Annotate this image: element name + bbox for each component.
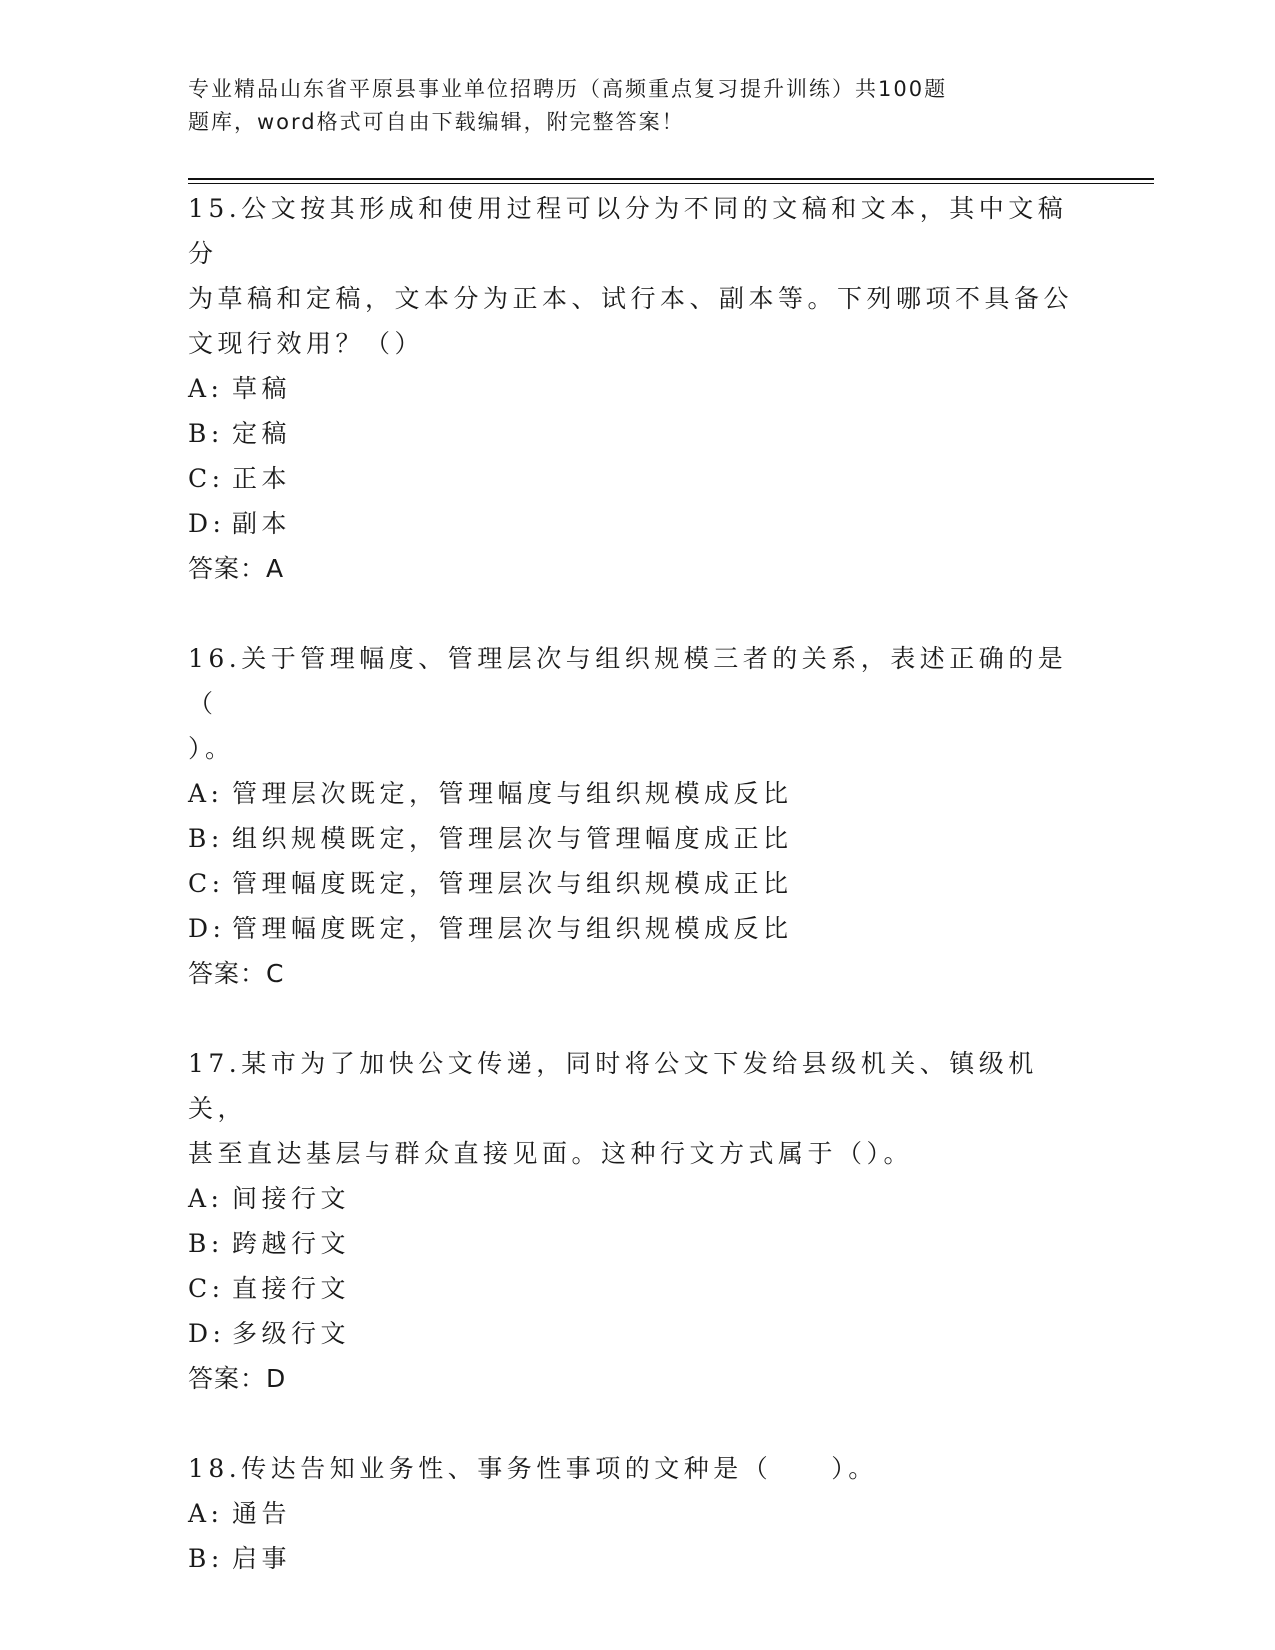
option-text: 正本 [232, 464, 292, 493]
question-line: 文现行效用？（） [188, 329, 425, 358]
option-key: A: [188, 1184, 224, 1213]
option-text: 副本 [232, 509, 292, 538]
option-key: C: [188, 869, 225, 898]
option-key: D: [188, 914, 226, 943]
question-line: 为草稿和定稿，文本分为正本、试行本、副本等。下列哪项不具备公 [188, 284, 1074, 313]
answer-line: 答案：C [188, 959, 285, 988]
answer-line: 答案：A [188, 554, 285, 583]
question-list [188, 186, 1088, 1626]
option-a [188, 366, 1088, 411]
header-line-1: 专业精品山东省平原县事业单位招聘历（高频重点复习提升训练）共100题 [188, 77, 948, 101]
option-c [188, 1266, 1088, 1311]
option-key: D: [188, 509, 226, 538]
answer-line: 答案：D [188, 1364, 287, 1393]
option-b [188, 1221, 1088, 1266]
option-c [188, 456, 1088, 501]
question-line: 15.公文按其形成和使用过程可以分为不同的文稿和文本，其中文稿分 [188, 194, 1068, 268]
header-rule-thin [188, 183, 1154, 184]
question-line: 甚至直达基层与群众直接见面。这种行文方式属于（）。 [188, 1139, 914, 1168]
option-d [188, 906, 1088, 951]
option-key: A: [188, 1499, 224, 1528]
option-a [188, 771, 1088, 816]
option-text: 定稿 [232, 419, 292, 448]
option-key: B: [188, 824, 224, 853]
option-d [188, 1311, 1088, 1356]
header-rule-thick [188, 178, 1154, 180]
option-key: B: [188, 1544, 224, 1573]
option-text: 管理幅度既定，管理层次与组织规模成正比 [232, 869, 793, 898]
option-text: 跨越行文 [232, 1229, 351, 1258]
question-line: 16.关于管理幅度、管理层次与组织规模三者的关系，表述正确的是（ [188, 644, 1068, 718]
option-b [188, 816, 1088, 861]
option-key: B: [188, 419, 224, 448]
option-text: 启事 [232, 1544, 292, 1573]
option-a [188, 1176, 1088, 1221]
question-17 [188, 1041, 1088, 1401]
option-key: A: [188, 374, 224, 403]
question-text [188, 636, 1088, 771]
question-text [188, 1041, 1088, 1176]
option-key: C: [188, 1274, 225, 1303]
question-15 [188, 186, 1088, 591]
option-c [188, 861, 1088, 906]
option-b [188, 411, 1088, 456]
question-text [188, 1446, 1088, 1491]
question-line: 18.传达告知业务性、事务性事项的文种是（ ）。 [188, 1454, 878, 1483]
option-text: 多级行文 [232, 1319, 351, 1348]
option-d [188, 501, 1088, 546]
question-line: ）。 [188, 734, 235, 763]
option-text: 组织规模既定，管理层次与管理幅度成正比 [232, 824, 793, 853]
option-text: 管理幅度既定，管理层次与组织规模成反比 [232, 914, 793, 943]
option-text: 间接行文 [232, 1184, 351, 1213]
document-header [188, 73, 1048, 139]
option-key: B: [188, 1229, 224, 1258]
option-key: C: [188, 464, 225, 493]
option-b [188, 1536, 1088, 1581]
option-text: 管理层次既定，管理幅度与组织规模成反比 [232, 779, 793, 808]
header-line-2: 题库，word格式可自由下载编辑，附完整答案！ [188, 110, 685, 134]
question-16 [188, 636, 1088, 996]
option-key: A: [188, 779, 224, 808]
option-text: 直接行文 [232, 1274, 351, 1303]
option-key: D: [188, 1319, 226, 1348]
option-a [188, 1491, 1088, 1536]
option-text: 通告 [232, 1499, 292, 1528]
option-text: 草稿 [232, 374, 292, 403]
question-line: 17.某市为了加快公文传递，同时将公文下发给县级机关、镇级机关， [188, 1049, 1038, 1123]
question-18 [188, 1446, 1088, 1581]
question-text [188, 186, 1088, 366]
